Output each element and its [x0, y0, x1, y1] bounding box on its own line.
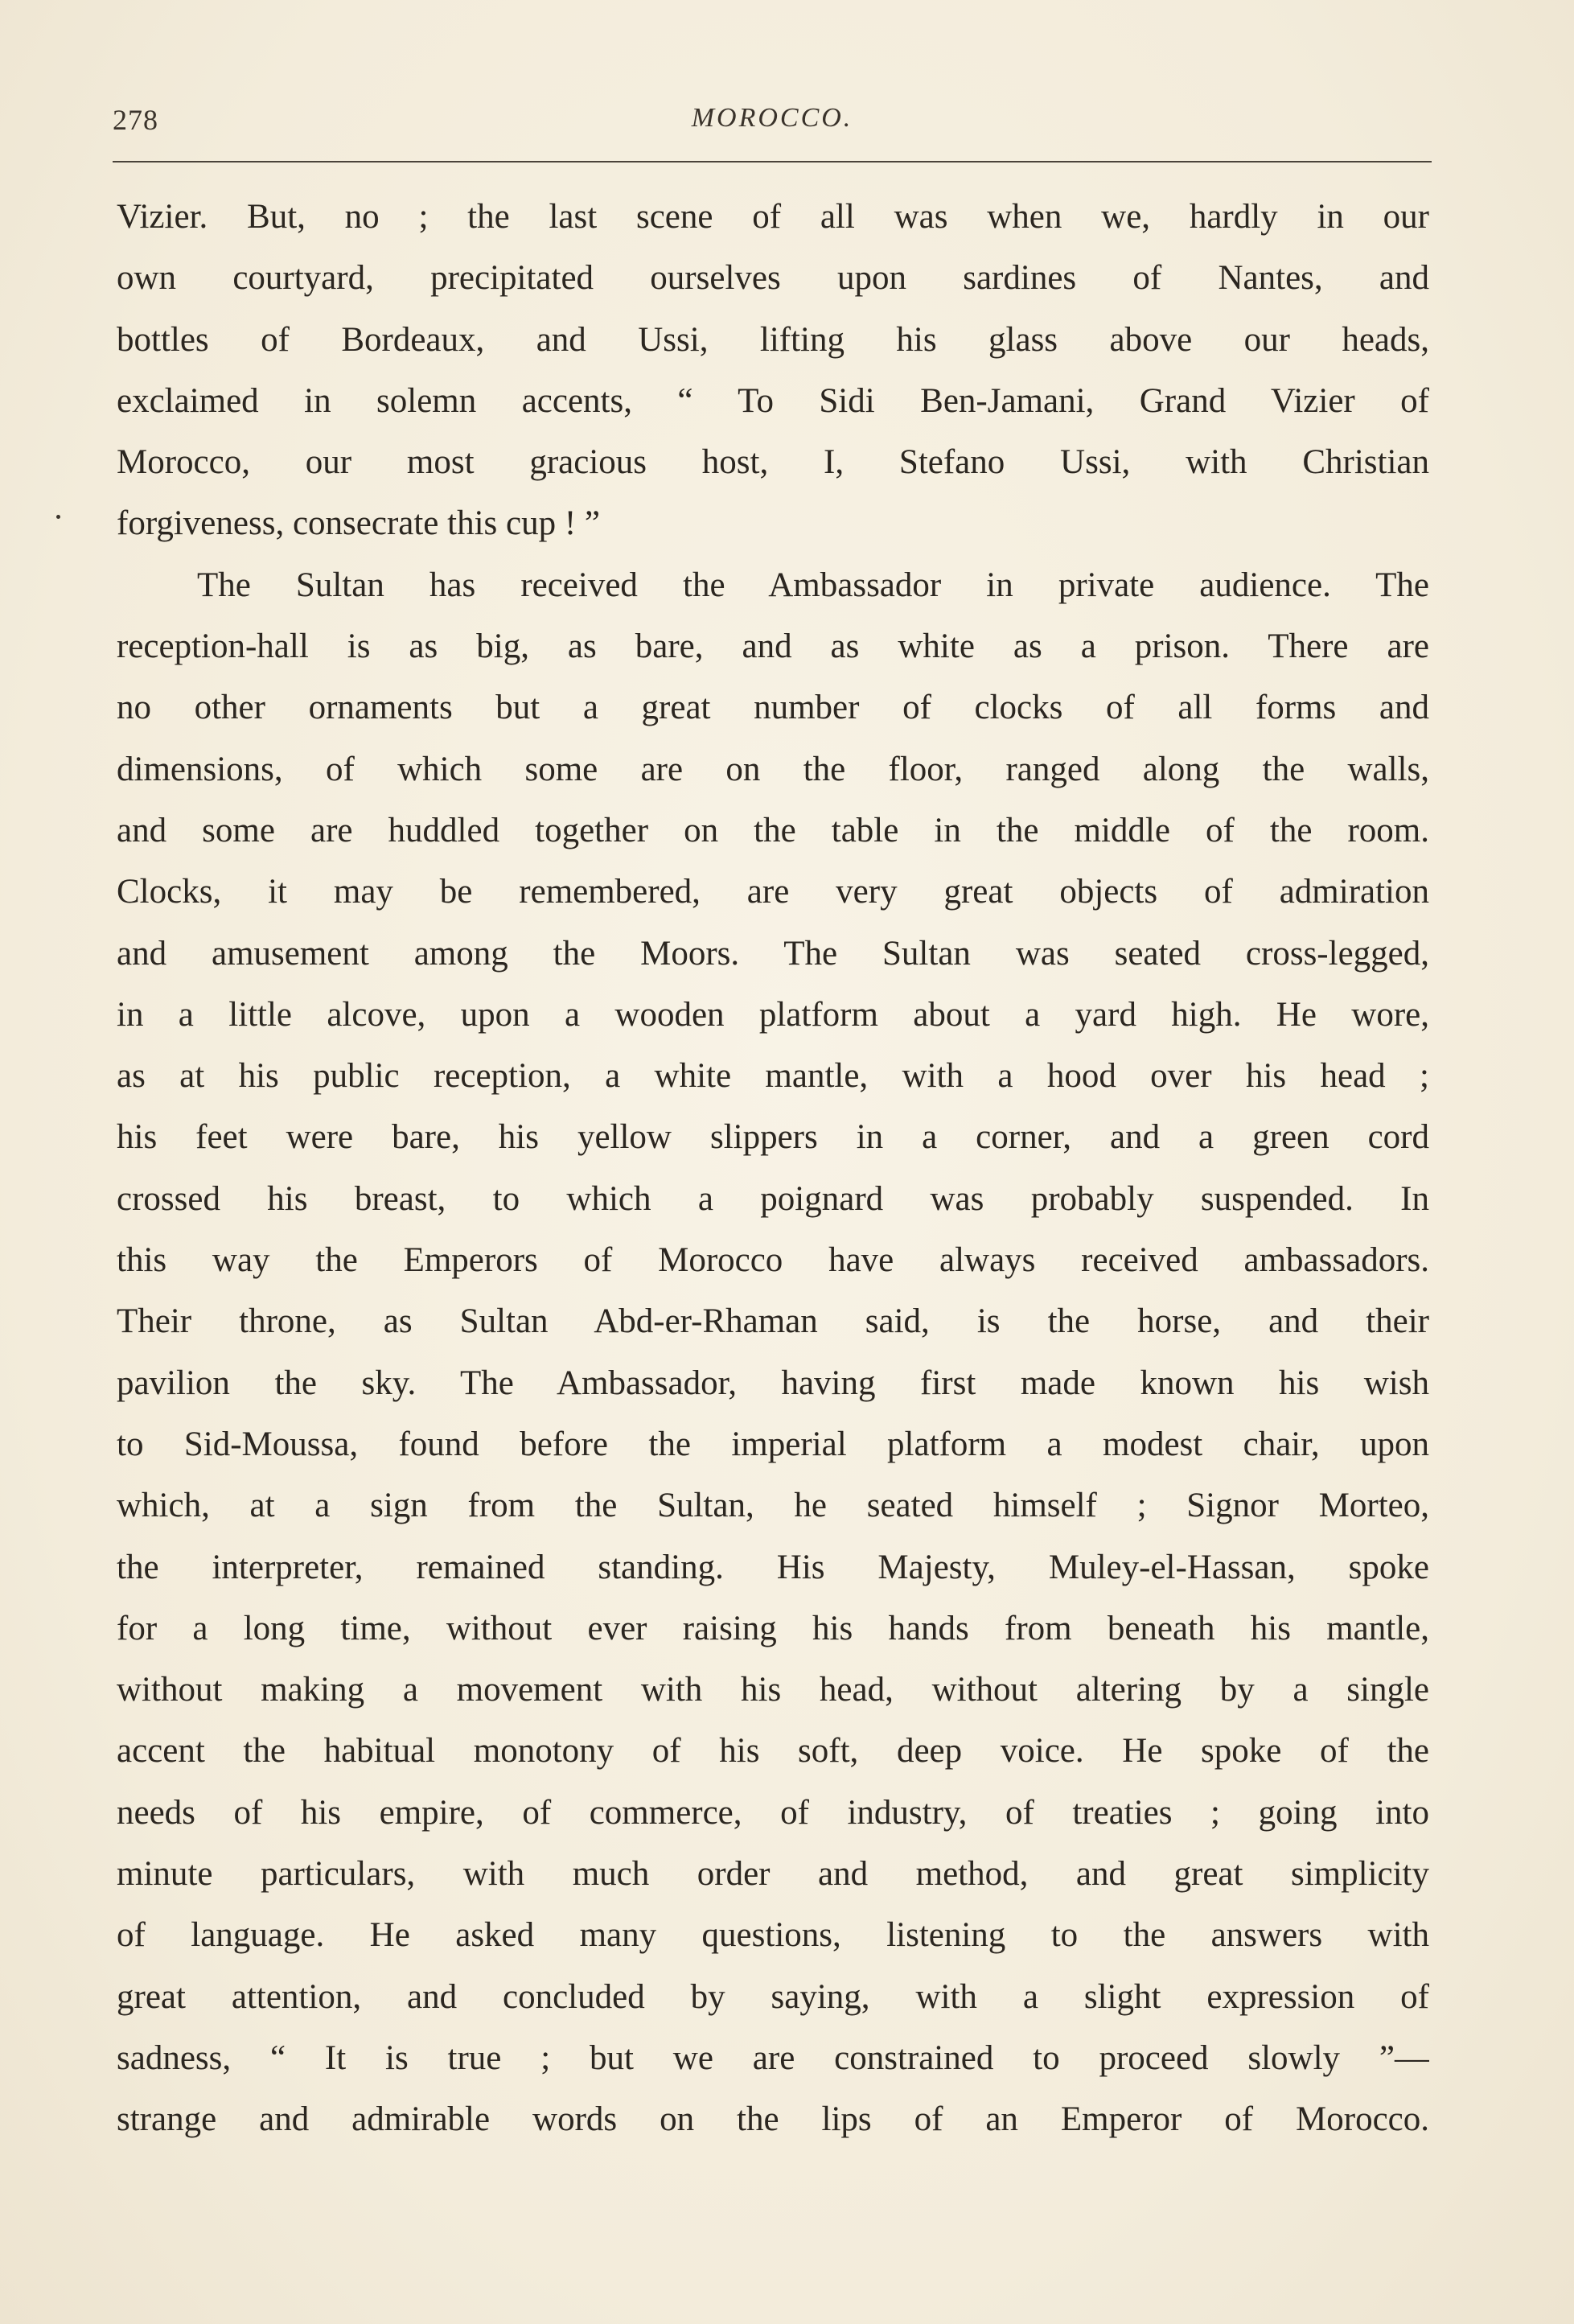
text-line: Morocco, our most gracious host, I, Stefano Ussi, with Christian [117, 443, 1429, 482]
text-line: needs of his empire, of commerce, of industry, of treaties ; going into [117, 1793, 1429, 1832]
text-line: and some are huddled together on the table in the middle of the room. [117, 811, 1429, 849]
margin-speck [56, 515, 60, 519]
text-line: his feet were bare, his yellow slippers in a corner, and a green cord [117, 1118, 1429, 1157]
text-line: of language. He asked many questions, listening to the answers with [117, 1916, 1429, 1955]
paragraph-audience [117, 555, 1429, 2151]
running-title: MOROCCO. [691, 103, 853, 133]
text-line: dimensions, of which some are on the floor, ranged along the walls, [117, 750, 1429, 788]
running-head [113, 103, 1432, 151]
text-line: accent the habitual monotony of his soft, deep voice. He spoke of the [117, 1732, 1429, 1771]
text-line: crossed his breast, to which a poignard was probably suspended. In [117, 1179, 1429, 1218]
text-line: the interpreter, remained standing. His Majesty, Muley-el-Hassan, spoke [117, 1548, 1429, 1586]
text-line: which, at a sign from the Sultan, he seated himself ; Signor Morteo, [117, 1487, 1429, 1525]
text-line: as at his public reception, a white mantle, with a hood over his head ; [117, 1057, 1429, 1096]
paragraph-continued [117, 187, 1429, 555]
text-line: and amusement among the Moors. The Sultan was seated cross-legged, [117, 934, 1429, 973]
text-line: bottles of Bordeaux, and Ussi, lifting his glass above our heads, [117, 320, 1429, 359]
text-line: Their throne, as Sultan Abd-er-Rhaman said, is the horse, and their [117, 1302, 1429, 1341]
text-line: own courtyard, precipitated ourselves upon sardines of Nantes, and [117, 259, 1429, 298]
text-line: this way the Emperors of Morocco have always received ambassadors. [117, 1241, 1429, 1280]
text-line: sadness, “ It is true ; but we are constrained to proceed slowly ”— [117, 2038, 1429, 2077]
text-line: to Sid-Moussa, found before the imperial platform a modest chair, upon [117, 1425, 1429, 1463]
text-line: forgiveness, consecrate this cup ! ” [117, 504, 600, 543]
text-line: minute particulars, with much order and method, and great simplicity [117, 1855, 1429, 1894]
text-line: Clocks, it may be remembered, are very great objects of admiration [117, 873, 1429, 911]
body-text [117, 187, 1429, 2151]
text-line: pavilion the sky. The Ambassador, having first made known his wish [117, 1364, 1429, 1402]
text-line: Vizier. But, no ; the last scene of all was when we, hardly in our [117, 198, 1429, 236]
header-rule [113, 161, 1432, 162]
page-number: 278 [113, 104, 158, 136]
text-line: strange and admirable words on the lips of an Emperor of Morocco. [117, 2100, 1429, 2139]
text-line: exclaimed in solemn accents, “ To Sidi Ben-Jamani, Grand Vizier of [117, 381, 1429, 420]
text-line: no other ornaments but a great number of clocks of all forms and [117, 689, 1429, 727]
text-line: reception-hall is as big, as bare, and as white as a prison. There are [117, 627, 1429, 666]
text-line: in a little alcove, upon a wooden platform about a yard high. He wore, [117, 995, 1429, 1034]
text-line: great attention, and concluded by saying, with a slight expression of [117, 1977, 1429, 2016]
text-line: The Sultan has received the Ambassador in private audience. The [197, 566, 1429, 604]
text-line: for a long time, without ever raising his hands from beneath his mantle, [117, 1609, 1429, 1647]
text-line: without making a movement with his head, without altering by a single [117, 1671, 1429, 1709]
